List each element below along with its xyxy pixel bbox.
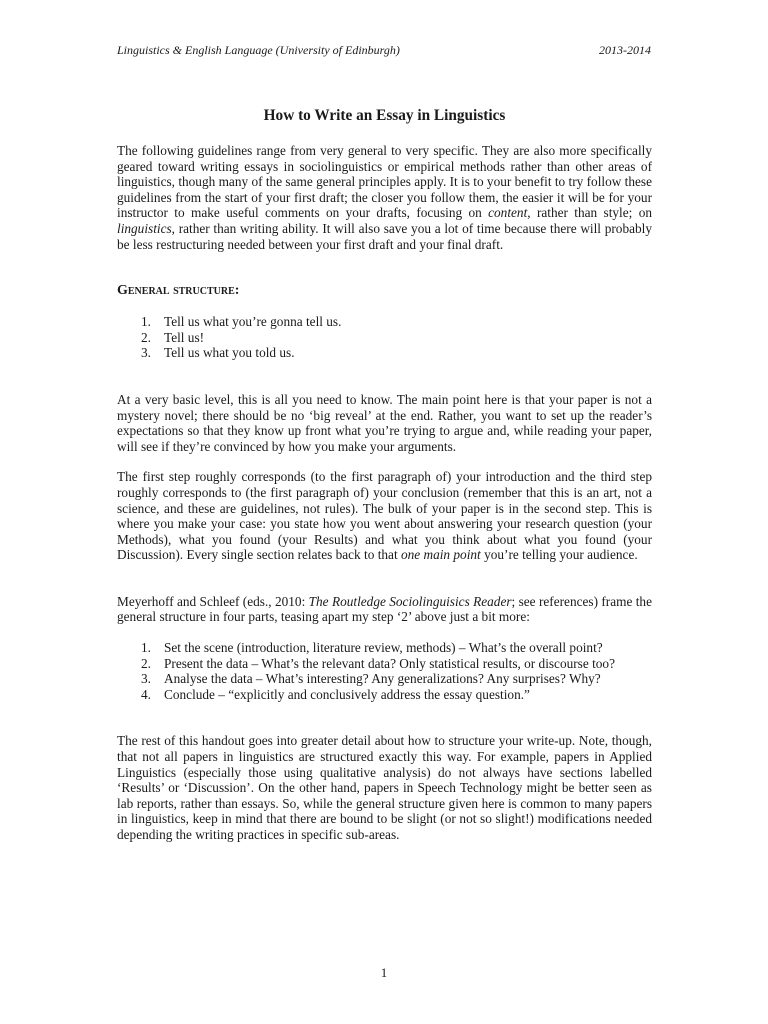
list-item-text: Present the data – What’s the relevant data? Only statistical results, or discourse too? [164,655,615,671]
general-structure-list [117,314,652,361]
list-item [141,671,652,687]
meyerhoff-text-1: Meyerhoff and Schleef (eds., 2010: [117,593,309,609]
list-item-number: 2. [141,655,151,671]
intro-text-2: , rather than style; on [527,205,652,221]
list-item [141,687,652,703]
basic-level-paragraph: At a very basic level, this is all you need to know. The main point here is that your paper is not a mystery novel; there should be no ‘big reveal’ at the end. Rather, you want to set up the reader’s expectations so that they know up front what you’re trying to argue and, while reading your paper, will see if they’re convinced by how you make your arguments. [117,391,652,454]
meyerhoff-text-2: ; see references) frame the general structure in four parts, teasing apart my step ‘2’ above just a bit more: [117,593,652,625]
intro-emphasis-linguistics: linguistics [117,220,172,236]
intro-emphasis-content: content [488,205,528,221]
list-item [141,345,652,361]
list-item-number: 3. [141,671,151,687]
list-item-text: Tell us what you’re gonna tell us. [164,314,342,330]
list-item [141,656,652,672]
steps-emphasis: one main point [400,547,481,563]
list-item-number: 3. [141,345,151,361]
document-title: How to Write an Essay in Linguistics [263,107,506,124]
list-item-number: 1. [141,314,151,330]
four-parts-list [117,640,652,702]
list-item-text: Conclude – “explicitly and conclusively address the essay question.” [164,686,530,702]
list-item-text: Analyse the data – What’s interesting? Any generalizations? Any surprises? Why? [164,671,601,687]
section-heading-general-structure: General structure: [117,283,240,299]
document-body [117,106,652,843]
page-number: 1 [380,965,388,980]
list-item-number: 1. [141,640,151,656]
meyerhoff-paragraph [117,594,652,625]
steps-text-2: you’re telling your audience. [480,547,638,563]
list-item [141,640,652,656]
list-item-text: Tell us! [164,329,205,345]
list-item [141,314,652,330]
header-course: Linguistics & English Language (University of Edinburgh) [117,43,400,57]
intro-text-1: The following guidelines range from very general to very specific. They are also more specifically geared toward writing essays in sociolinguistics or empirical methods rather than other areas of linguistics, though many of the same general principles apply. It is to your benefit to try follow these guidelines from the start of your first draft; the closer you follow them, the easier it will be for your instructor to make useful comments on your drafts, focusing on [117,143,652,221]
list-item-text: Set the scene (introduction, literature review, methods) – What’s the overall point? [164,640,603,656]
list-item-number: 4. [141,686,151,702]
list-item [141,330,652,346]
steps-paragraph [117,469,652,563]
intro-paragraph [117,143,652,252]
list-item-text: Tell us what you told us. [164,345,295,361]
steps-text-1: The first step roughly corresponds (to the first paragraph of) your introduction and the third step roughly corresponds to (the first paragraph of) your conclusion (remember that this is an art, not a science, and these are guidelines, not rules). The bulk of your paper is in the second step. This is where you make your case: you state how you went about answering your research question (your Methods), what you found (your Results) and what you think about what you found (your Discussion). Every single section relates back to that [117,469,652,563]
list-item-number: 2. [141,329,151,345]
header-year: 2013-2014 [599,43,651,57]
rest-of-handout-paragraph: The rest of this handout goes into greater detail about how to structure your write-up. Note, though, that not all papers in linguistics are structured exactly this way. For example, papers in Applied Linguistics (especially those using qualitative analysis) do not always have sections labelled ‘Results’ or ‘Discussion’. On the other hand, papers in Speech Technology might be better seen as lab reports, rather than essays. So, while the general structure given here is common to many papers in linguistics, keep in mind that there are bound to be slight (or not so slight!) modifications needed depending the writing practices in specific sub-areas. [117,733,652,842]
meyerhoff-book-title: The Routledge Sociolinguisics Reader [308,593,512,609]
intro-text-3: , rather than writing ability. It will also save you a lot of time because there will probably be less restructuring needed between your first draft and your final draft. [117,220,652,252]
